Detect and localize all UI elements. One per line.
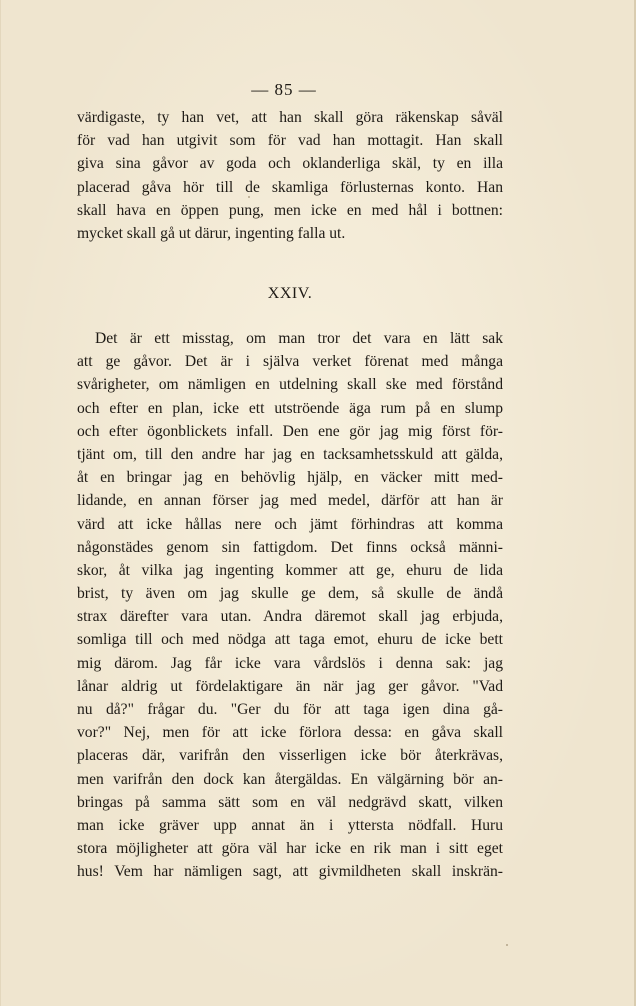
text-line: vor?" Nej, men för att icke förlora dessa: en gåva skall bbox=[77, 724, 503, 742]
text-line: och efter ögonblickets infall. Den ene gör jag mig först för- bbox=[77, 422, 503, 440]
text-line: lånar aldrig ut fördelaktigare än när jag ger gåvor. "Vad bbox=[77, 677, 503, 695]
text-line: att ge gåvor. Det är i själva verket förenat med många bbox=[77, 353, 503, 371]
text-line: mycket skall gå ut därur, ingenting falla ut. bbox=[77, 224, 346, 242]
text-line: placeras där, varifrån den visserligen icke bör återkrävas, bbox=[77, 747, 503, 765]
text-line: stora möjligheter att göra väl har icke en rik man i sitt eget bbox=[77, 840, 503, 858]
text-line: hus! Vem har nämligen sagt, att givmildheten skall inskrän- bbox=[77, 863, 503, 881]
paragraph-body bbox=[77, 327, 503, 884]
text-line: somliga till och med nödga att taga emot, ehuru de icke bett bbox=[77, 631, 503, 649]
text-line: brist, ty även om jag skulle ge dem, så skulle de ändå bbox=[77, 585, 503, 603]
text-line: svårigheter, om nämligen en utdelning skall ske med förstånd bbox=[77, 376, 503, 394]
text-line: man icke gräver upp annat än i yttersta nödfall. Huru bbox=[77, 816, 503, 834]
text-line: åt en bringar jag en behövlig hjälp, en väcker mitt med- bbox=[77, 469, 503, 487]
paper-speck bbox=[248, 196, 250, 198]
text-line: någonstädes genom sin fattigdom. Det finns också männi- bbox=[77, 538, 503, 556]
text-line: nu då?" frågar du. "Ger du för att taga igen dina gå- bbox=[77, 701, 503, 718]
text-line: lidande, en annan förser jag med medel, därför att han är bbox=[77, 492, 503, 510]
text-line: tjänt om, till den andre har jag en tacksamhetsskuld att gälda, bbox=[77, 445, 503, 463]
text-line: strax därefter vara utan. Andra däremot skall jag erbjuda, bbox=[77, 608, 503, 626]
page-number: — 85 — bbox=[251, 80, 317, 99]
text-line: mig därom. Jag får icke vara vårdslös i denna sak: jag bbox=[77, 654, 503, 672]
paragraph-continuation bbox=[77, 106, 503, 245]
text-line: bringas på samma sätt som en väl nedgrävd skatt, vilken bbox=[77, 793, 503, 811]
text-line: värdigaste, ty han vet, att han skall göra räkenskap såväl bbox=[77, 109, 503, 126]
text-line: värd att icke hållas nere och jämt förhindras att komma bbox=[77, 515, 503, 533]
text-line: och efter en plan, icke ett utströende äga rum på en slump bbox=[77, 399, 503, 417]
text-line: skor, åt vilka jag ingenting kommer att ge, ehuru de lida bbox=[77, 561, 503, 579]
text-line: skall hava en öppen pung, men icke en med hål i bottnen: bbox=[77, 201, 503, 219]
text-line: för vad han utgivit som för vad han mottagit. Han skall bbox=[77, 132, 503, 150]
text-line: Det är ett misstag, om man tror det vara en lätt sak bbox=[95, 330, 503, 347]
text-line: giva sina gåvor av goda och oklanderliga skäl, ty en illa bbox=[77, 155, 503, 173]
text-line: placerad gåva hör till de skamliga förlusternas konto. Han bbox=[77, 178, 503, 196]
paper-speck bbox=[506, 944, 508, 946]
text-line: men varifrån den dock kan återgäldas. En välgärning bör an- bbox=[77, 770, 503, 788]
section-heading: XXIV. bbox=[267, 285, 313, 302]
